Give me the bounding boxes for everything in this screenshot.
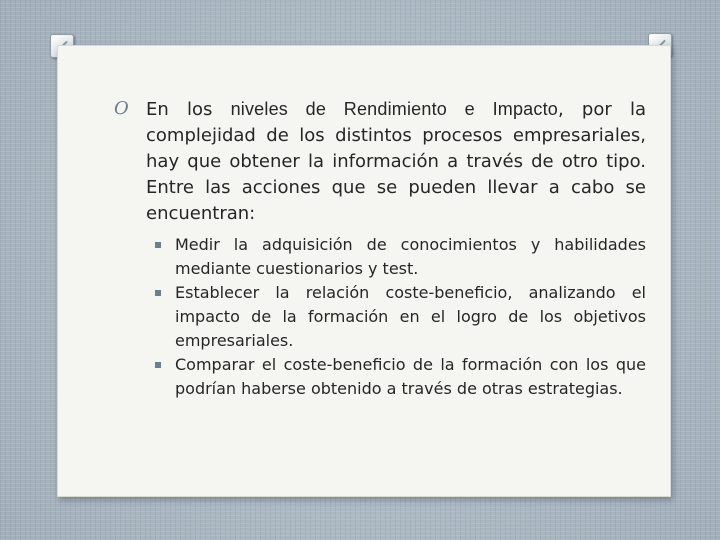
square-bullet-icon bbox=[155, 290, 161, 296]
list-item bbox=[175, 353, 646, 401]
sub-bullet-list bbox=[146, 233, 646, 401]
sub-item-text: Establecer la relación coste-beneficio, analizando el impacto de la formación en el logro de los objetivos empresariales. bbox=[175, 283, 646, 350]
slide-card bbox=[57, 45, 671, 497]
sub-item-text: Comparar el coste-beneficio de la formación con los que podrían haberse obtenido a través de otras estrategias. bbox=[175, 355, 646, 398]
main-bullet-item bbox=[114, 96, 646, 227]
slide-content bbox=[114, 96, 646, 401]
lead-prefix: En los bbox=[146, 99, 231, 120]
main-bullet-icon: O bbox=[114, 98, 129, 119]
square-bullet-icon bbox=[155, 242, 161, 248]
list-item bbox=[175, 281, 646, 353]
main-bullet-text bbox=[146, 96, 646, 227]
list-item bbox=[175, 233, 646, 281]
sub-item-text: Medir la adquisición de conocimientos y habilidades mediante cuestionarios y test. bbox=[175, 235, 646, 278]
lead-suffix: , por la complejidad de los distintos procesos empresariales, hay que obtener la información a través de otro tipo. Entre las acciones que se pueden llevar a cabo se encuentran: bbox=[146, 99, 646, 224]
square-bullet-icon bbox=[155, 362, 161, 368]
lead-emphasis: niveles de Rendimiento e Impacto bbox=[230, 99, 558, 119]
